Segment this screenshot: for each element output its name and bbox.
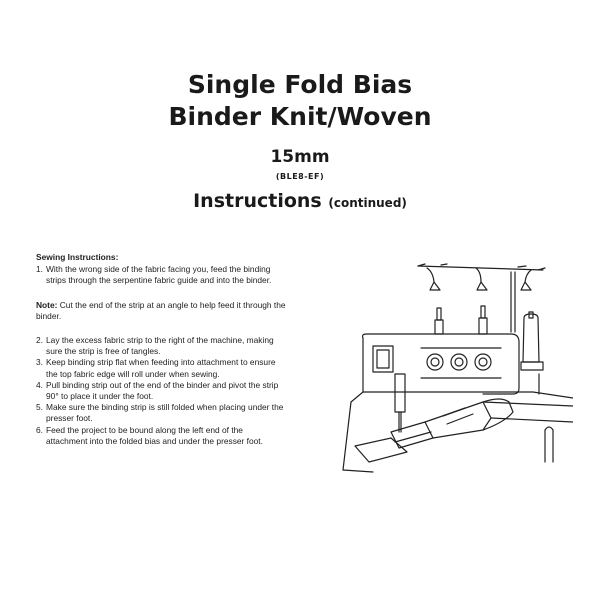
step-text: Lay the excess fabric strip to the right of the machine, making sure the strip is free of tangles. xyxy=(46,335,274,357)
step-text: Make sure the binding strip is still folded when placing under the presser foot. xyxy=(46,402,284,424)
step-2 xyxy=(36,335,286,357)
continued-label: (continued) xyxy=(328,196,407,210)
step-number: 4. xyxy=(36,379,43,390)
instructions-heading xyxy=(0,190,600,212)
step-text: With the wrong side of the fabric facing you, feed the binding strips through the serpentine fabric guide and into the binder. xyxy=(46,264,272,286)
step-text: Keep binding strip flat when feeding into attachment to ensure the top fabric edge will roll under when sewing. xyxy=(46,357,276,379)
step-text: Feed the project to be bound along the left end of the attachment into the folded bias and under the presser foot. xyxy=(46,424,263,446)
note-text: Cut the end of the strip at an angle to help feed it through the binder. xyxy=(36,299,286,321)
step-3 xyxy=(36,357,286,379)
step-text: Pull binding strip out of the end of the binder and pivot the strip 90° to place it under the foot. xyxy=(46,379,279,402)
step-4 xyxy=(36,380,286,402)
step-6 xyxy=(36,425,286,447)
step-number: 6. xyxy=(36,424,43,435)
title-line-2: Binder Knit/Woven xyxy=(168,102,432,131)
note xyxy=(36,300,286,322)
note-label: Note: xyxy=(36,299,58,310)
step-number: 1. xyxy=(36,264,43,275)
step-1 xyxy=(36,264,286,286)
serger-machine-with-bias-binder-icon xyxy=(333,262,573,477)
sewing-instructions xyxy=(36,252,286,447)
step-5 xyxy=(36,402,286,424)
step-number: 5. xyxy=(36,402,43,413)
instructions-label: Instructions xyxy=(193,190,322,212)
step-number: 3. xyxy=(36,357,43,368)
sewing-instructions-heading: Sewing Instructions: xyxy=(36,252,119,262)
title-line-1: Single Fold Bias xyxy=(187,70,413,99)
size-label: 15mm xyxy=(270,147,330,167)
model-number: (BLE8-EF) xyxy=(275,172,325,181)
step-number: 2. xyxy=(36,335,43,346)
